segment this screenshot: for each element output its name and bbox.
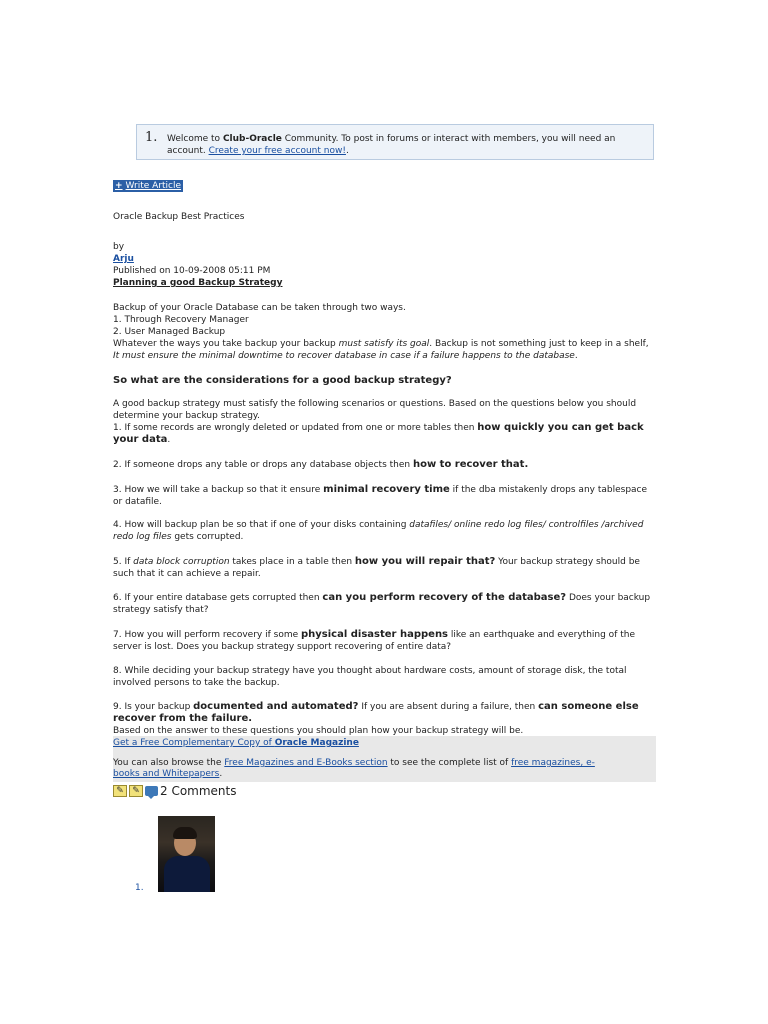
intro-line-1: Backup of your Oracle Database can be taken through two ways. [113,303,406,313]
item-5-e: Your backup strategy should be such that it can achieve a repair. [113,557,640,579]
item-7-b: physical disaster happens [301,629,449,640]
item-4-b: datafiles/ online redo log files/ controlfiles /archived redo log files [113,520,644,542]
item-9-c: If you are absent during a failure, then [358,702,539,712]
byline [113,241,653,289]
item-6-c: Does your backup strategy satisfy that? [113,593,651,615]
welcome-pre: Welcome to [167,134,223,144]
rate-icon[interactable]: ✎ [113,785,127,797]
item-5-b: data block corruption [133,557,230,567]
comment-list-number: 1. [135,883,144,893]
by-label: by [113,242,125,252]
item-7 [113,629,653,653]
goal-d: It must ensure the minimal downtime to recover database in case if a failure happens to the database [113,351,575,361]
whitepapers-link[interactable]: free magazines, e-books and Whitepapers [113,758,595,779]
item-8: 8. While deciding your backup strategy have you thought about hardware costs, amount of storage disk, the total involved persons to take the backup. [113,666,627,688]
article-title: Oracle Backup Best Practices [113,212,245,222]
intro-line-2: 1. Through Recovery Manager [113,315,249,325]
item-1-b: how quickly you can get back your data [113,422,644,445]
intro-section [113,302,653,362]
item-9-b: documented and automated? [193,701,359,712]
free-copy-link[interactable] [113,738,359,748]
welcome-mid: Community. To post in forums or interact with members, you will need an account. [167,134,616,156]
comment-bubble-icon [145,786,158,796]
welcome-text [167,133,647,157]
promo-complete-text: to see the complete list of [387,758,512,768]
item-1 [113,422,653,446]
item-5-d: how you will repair that? [354,556,496,567]
item-1-c: . [167,435,171,445]
welcome-notice [136,124,654,160]
item-9-a: 9. Is your backup [113,702,194,712]
article-headline: Planning a good Backup Strategy [113,278,283,288]
promo-browse-text: You can also browse the [113,758,225,768]
item-6-b: can you perform recovery of the database? [322,592,567,603]
item-2-a: 2. If someone drops any table or drops any database objects then [113,460,413,470]
item-4 [113,519,653,543]
goal-b: must satisfy its goal [338,339,430,349]
plus-icon: + [115,181,123,191]
item-5 [113,556,653,580]
promo-line-2 [113,758,613,780]
promo-line-1 [113,738,359,748]
item-2-b: how to recover that. [412,459,529,470]
item-9 [113,701,653,737]
promo-end: . [219,769,223,779]
conclusion: Based on the answer to these questions you should plan how your backup strategy will be. [113,726,524,736]
item-1-a: 1. If some records are wrongly deleted or updated from one or more tables then [113,423,478,433]
item-6 [113,592,653,616]
author-link[interactable]: Arju [113,254,134,264]
goal-c: . Backup is not something just to keep in a shelf, [429,339,649,349]
avatar-body [164,856,210,892]
goal-e: . [574,351,578,361]
share-icon[interactable]: ✎ [129,785,143,797]
item-3-b: minimal recovery time [323,484,450,495]
promo-box [113,736,656,782]
welcome-brand: Club-Oracle [222,134,282,144]
free-copy-text: Get a Free Complementary Copy of [113,738,275,748]
write-article-button[interactable] [113,180,183,192]
item-5-c: takes place in a table then [229,557,355,567]
create-account-link[interactable]: Create your free account now! [208,146,346,156]
item-5-a: 5. If [113,557,134,567]
item-6-a: 6. If your entire database gets corrupted then [113,593,323,603]
goal-a: Whatever the ways you take backup your backup [113,339,339,349]
oracle-magazine-text: Oracle Magazine [274,738,359,748]
welcome-list-number: 1. [145,130,158,145]
comments-count[interactable]: 2 Comments [160,784,237,798]
item-7-c: like an earthquake and everything of the server is lost. Does you backup strategy support recovering of entire data? [113,630,635,652]
item-4-c: gets corrupted. [171,532,244,542]
item-3-c: if the dba mistakenly drops any tablespace or datafile. [113,485,648,507]
item-4-a: 4. How will backup plan be so that if one of your disks containing [113,520,410,530]
commenter-avatar[interactable] [158,816,215,892]
write-article-label: Write Article [125,181,182,191]
item-7-a: 7. How you will perform recovery if some [113,630,301,640]
published-date: Published on 10-09-2008 05:11 PM [113,266,271,276]
comments-bar [113,783,237,799]
item-3-a: 3. How we will take a backup so that it ensure [113,485,324,495]
item-3 [113,484,653,508]
paragraph-scenarios [113,398,653,446]
avatar-hair [173,827,197,839]
intro-goal-paragraph [113,338,653,362]
item-9-d: can someone else recover from the failure. [113,701,639,724]
intro-line-3: 2. User Managed Backup [113,327,226,337]
magazines-section-link[interactable]: Free Magazines and E-Books section [224,758,388,768]
item-2 [113,459,653,471]
section-question: So what are the considerations for a good backup strategy? [113,375,452,386]
welcome-end: . [345,146,349,156]
scenarios-intro: A good backup strategy must satisfy the following scenarios or questions. Based on the questions below you should determine your backup strategy. [113,399,637,421]
